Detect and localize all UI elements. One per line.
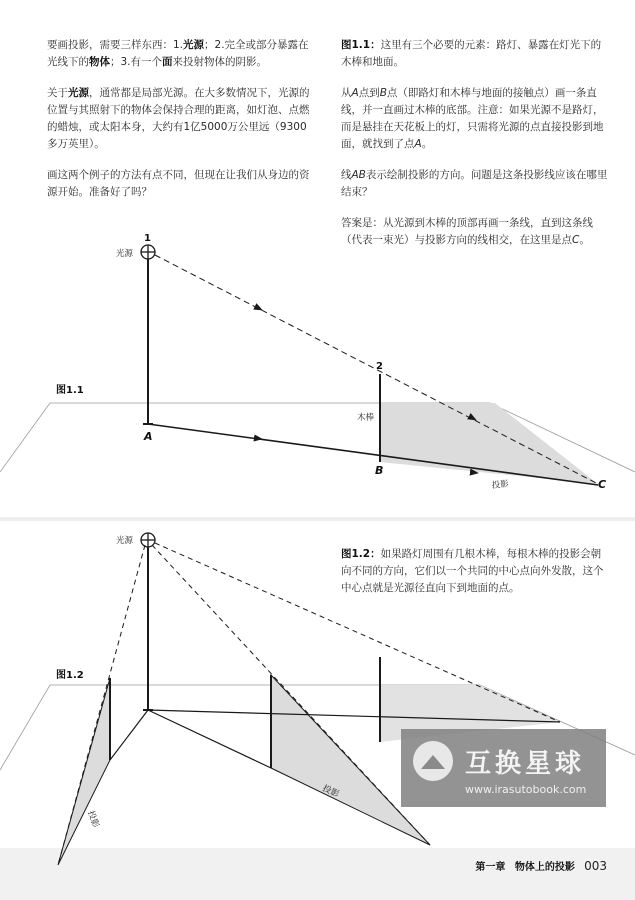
fig1-number-1: 1 [144,233,151,244]
light-source-paragraph: 关于光源，通常都是局部光源。在大多数情况下，光源的位置与其照射下的物体会保持合理的距离，如灯泡、点燃的蜡烛，或太阳本身，大约有1亿5000万公里远（9300多万英里）。 [47,87,310,150]
page-number: 003 [584,859,607,873]
mountain-logo-icon [413,741,453,781]
intro-paragraph: 要画投影，需要三样东西：1.光源；2.完全或部分暴露在光线下的物体；3.有一个面来投射物体的阴影。 [47,39,309,68]
watermark-url: www.irasutobook.com [465,783,587,796]
ab-line-paragraph: 从A点到B点（即路灯和木棒与地面的接触点）画一条直线，并一直画过木棒的底部。注意：如果光源不是路灯，而是悬挂在天花板上的灯，只需将光源的点直接投影到地面，就找到了点A。 [341,87,604,150]
fig2-base-line-left [110,710,148,760]
fig1-shadow-label: 投影 [491,479,510,491]
watermark [401,729,606,807]
fig2-label: 图1.2 [56,670,84,681]
fig2-shadow-label-left: 投影 [85,809,101,830]
fig2-base-line-middle [148,710,271,768]
watermark-title: 互换星球 [465,749,586,779]
fig2-caption: 图1.2：如果路灯周围有几根木棒，每根木棒的投影会朝向不同的方向，它们以一个共同的中心点向外发散，这个中心点就是光源径直向下到地面的点。 [341,548,604,594]
fig1-point-c: C [598,478,607,491]
figure-1-1 [0,233,635,491]
fig2-shadow-label-middle: 投影 [320,783,341,800]
figure-1-2 [0,533,635,865]
fig1-number-2: 2 [376,361,383,372]
answer-paragraph: 答案是：从光源到木棒的顶部再画一条线，直到这条线（代表一束光）与投影方向的线相交，在这里是点C。 [341,217,593,246]
fig1-caption: 图1.1：这里有三个必要的元素：路灯、暴露在灯光下的木棒和地面。 [341,39,602,68]
fig1-label: 图1.1 [56,385,84,396]
fig1-shadow-area [380,403,598,484]
fig1-light-label: 光源 [116,249,134,259]
fig2-shadow-left [58,678,110,865]
fig1-point-b: B [375,464,384,477]
direction-paragraph: 线AB表示绘制投影的方向。问题是这条投影线应该在哪里结束？ [341,169,608,198]
fig1-stick-label: 木棒 [357,413,375,423]
fig2-light-label: 光源 [116,536,134,546]
chapter-label: 第一章 [475,862,506,873]
start-paragraph: 画这两个例子的方法有点不同，但现在让我们从身边的资源开始。准备好了吗？ [47,169,310,198]
page-footer [475,858,607,873]
chapter-title: 物体上的投影 [514,862,575,873]
fig1-point-a: A [144,430,153,443]
fig2-ray-left [58,545,145,865]
